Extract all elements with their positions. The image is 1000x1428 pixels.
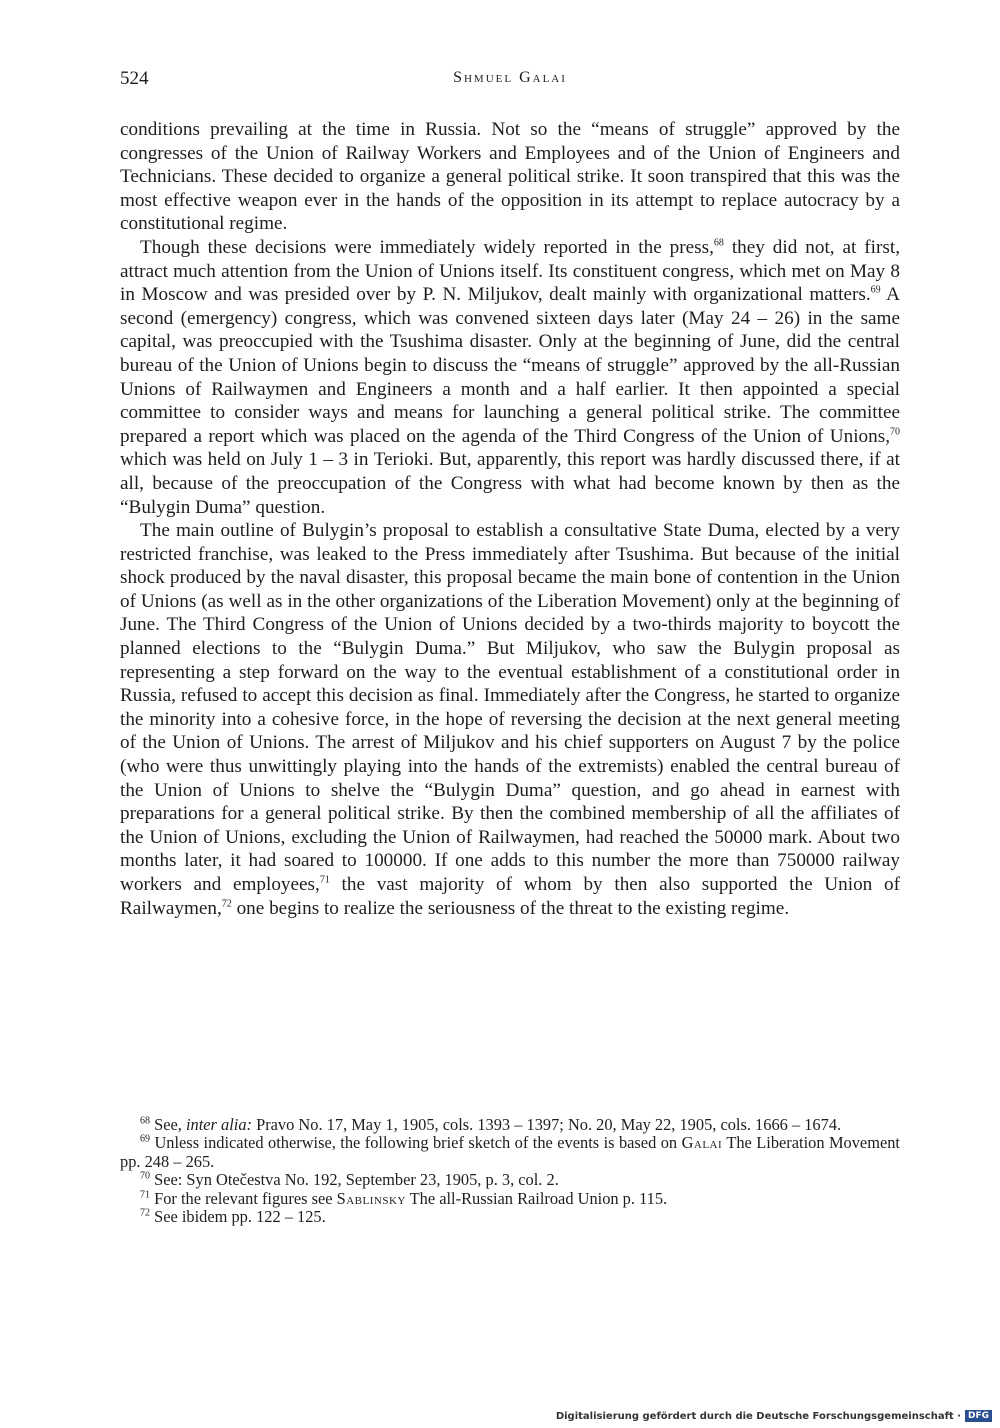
footnote-ref: 70 (140, 1170, 150, 1182)
footnote (120, 1190, 900, 1208)
text-run: the vast majority of whom by then also supported the Union of Railwaymen, (120, 874, 900, 919)
running-head: Shmuel Galai (453, 69, 567, 86)
paragraph (120, 118, 900, 236)
footnote-ref: 69 (140, 1133, 150, 1145)
author-name: Galai (681, 1133, 723, 1153)
italic-text: inter alia: (185, 1115, 252, 1134)
page-number: 524 (120, 68, 149, 89)
footnote-ref: 69 (870, 284, 881, 296)
footnote-ref: 72 (221, 898, 232, 910)
footnote-ref: 68 (713, 237, 724, 249)
text-run: Though these decisions were immediately widely reported in the press, (140, 236, 714, 258)
text-run: Unless indicated otherwise, the following brief sketch of the events is based on (150, 1133, 682, 1153)
footnote-ref: 70 (890, 426, 900, 438)
footnote (120, 1134, 900, 1171)
text-run: one begins to realize the seriousness of the threat to the existing regime. (231, 897, 790, 919)
text-run: A second (emergency) congress, which was convened sixteen days later (May 24 – 26) in the same capital, was preoccupied with the Tsushima disaster. Only at the beginning of June, did the central bureau of the Union of Unions begin to discuss the “means of struggle” approved by the all-Russian Unions of Railwaymen and Engineers a month and a half earlier. It then appointed a special committee to consider ways and means for launching a general political strike. The committee prepared a report which was placed on the agenda of the Third Congress of the Union of Unions, (120, 284, 900, 447)
text-run: The main outline of Bulygin’s proposal to establish a consultative State Duma, elected by a very restricted franchise, was leaked to the Press immediately after Tsushima. But because of the initial shock produced by the naval disaster, this proposal became the main bone of contention in the Union of Unions (as well as in the other organizations of the Liberation Movement) only at the beginning of June. The Third Congress of the Union of Unions decided by a two-thirds majority to boycott the planned elections to the “Bulygin Duma.” But Miljukov, who saw the Bulygin proposal as representing a step forward on the way to the eventual establishment of a constitutional order in Russia, refused to accept this decision as final. Immediately after the Congress, he started to organize the minority into a cohesive force, in the hope of reversing the decision at the next general meeting of the Union of Unions. The arrest of Miljukov and his chief supporters on August 7 by the police (who were thus unwittingly playing into the hands of the extremists) enabled the central bureau of the Union of Unions to shelve the “Bulygin Duma” question, and go ahead in earnest with preparations for a general political strike. By then the combined membership of all the affiliates of the Union of Unions, excluding the Union of Railwaymen, had reached the 50000 mark. About two months later, it had soared to 100000. If one adds to this number the more than 750000 railway workers and employees, (120, 520, 900, 895)
text-run: The Liberation Movement pp. 248 – 265. (120, 1133, 900, 1171)
text-run: See, (150, 1115, 186, 1134)
paragraph (120, 236, 900, 519)
footnote (120, 1208, 900, 1226)
dfg-logo: DFG (965, 1410, 992, 1422)
author-name: Sablinsky (336, 1188, 406, 1208)
footnote-ref: 72 (140, 1207, 150, 1219)
text-run: Pravo No. 17, May 1, 1905, cols. 1393 – 1397; No. 20, May 22, 1905, cols. 1666 – 1674. (251, 1115, 842, 1134)
text-run: See ibidem pp. 122 – 125. (150, 1207, 326, 1227)
footnotes (120, 1116, 900, 1226)
paragraph (120, 519, 900, 920)
footer-text: Digitalisierung gefördert durch die Deutsche Forschungsgemeinschaft · (555, 1410, 961, 1422)
digitization-footer (556, 1410, 992, 1422)
text-run: See: Syn Otečestva No. 192, September 23, 1905, p. 3, col. 2. (150, 1170, 559, 1190)
text-run: For the relevant figures see (150, 1188, 337, 1208)
footnote (120, 1116, 900, 1134)
text-run: which was held on July 1 – 3 in Terioki. But, apparently, this report was hardly discussed there, if at all, because of the preoccupation of the Congress with what had become known by then as the “Bulygin Duma” question. (120, 449, 900, 518)
text-run: The all-Russian Railroad Union p. 115. (405, 1188, 668, 1208)
text-run: conditions prevailing at the time in Russia. Not so the “means of struggle” approved by the congresses of the Union of Railway Workers and Employees and of the Union of Engineers and Technicians. These decided to organize a general political strike. It soon transpired that this was the most effective weapon ever in the hands of the opposition in its attempt to replace autocracy by a constitutional regime. (120, 119, 900, 235)
body-text (120, 118, 900, 920)
footnote-ref: 68 (140, 1115, 150, 1127)
footnote-ref: 71 (319, 874, 330, 886)
footnote-ref: 71 (140, 1189, 150, 1201)
page-header (120, 68, 900, 98)
text-run: they did not, at first, attract much attention from the Union of Unions itself. Its constituent congress, which met on May 8 in Moscow and was presided over by P. N. Miljukov, dealt mainly with organizational matters. (120, 236, 900, 306)
footnote (120, 1171, 900, 1189)
